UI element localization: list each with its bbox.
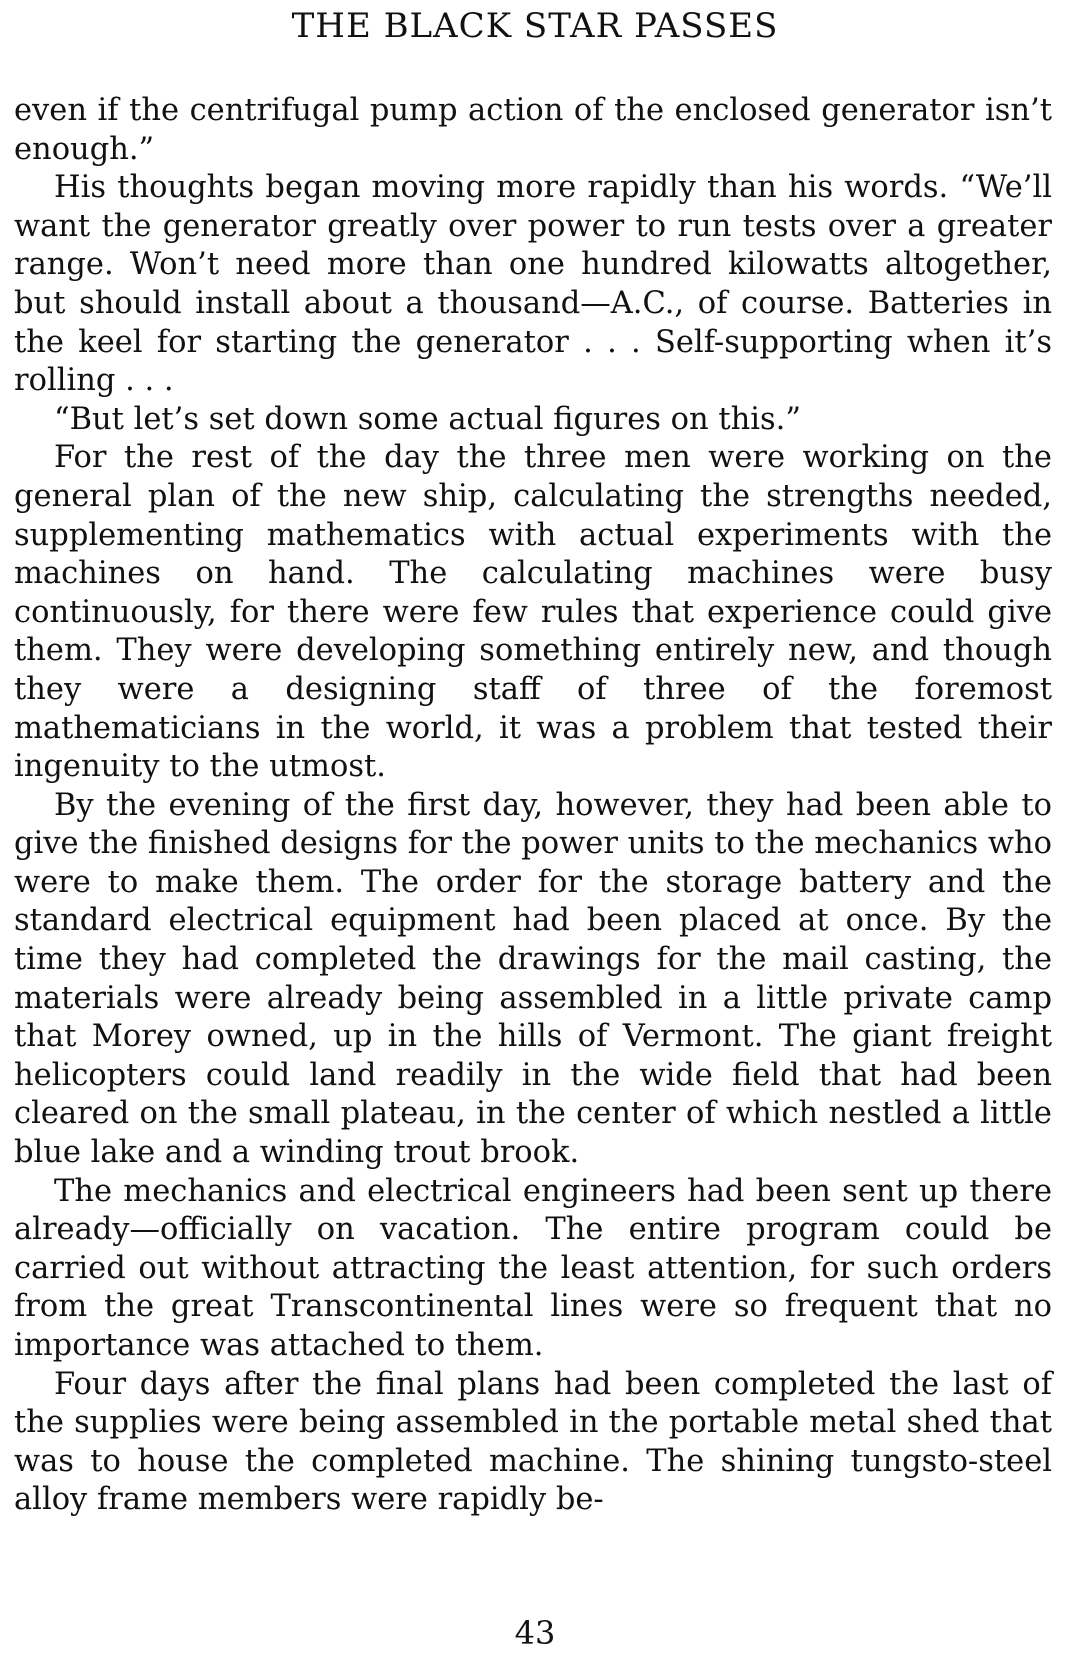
paragraph: Four days after the final plans had been completed the last of the supplies were being assembled in the portable metal shed that was to house the completed machine. The shining tungsto-steel alloy frame members were rapidly be- xyxy=(14,1366,1052,1518)
paragraph: His thoughts began moving more rapidly than his words. “We’ll want the generator greatly over power to run tests over a greater range. Won’t need more than one hundred kilowatts altogether, but should install about a thousand—A.C., of course. Batteries in the keel for starting the generator . . . Self-supporting when it’s rolling . . . xyxy=(14,170,1052,399)
paragraph: “But let’s set down some actual figures on this.” xyxy=(54,401,801,437)
paragraph-continued: even if the centrifugal pump action of the enclosed generator isn’t enough.” xyxy=(14,93,1052,167)
paragraph: By the evening of the first day, however, they had been able to give the finished designs for the power units to the mechanics who were to make them. The order for the storage battery and the standard electrical equipment had been placed at once. By the time they had completed the drawings for the mail casting, the materials were already being assembled in a little private camp that Morey owned, up in the hills of Vermont. The giant freight helicopters could land readily in the wide field that had been cleared on the small plateau, in the center of which nestled a little blue lake and a winding trout brook. xyxy=(14,787,1053,1171)
paragraph: For the rest of the day the three men were working on the general plan of the new ship, calculating the strengths needed, supplementing mathematics with actual experiments with the machines on hand. The calculating machines were busy continuously, for there were few rules that experience could give them. They were developing something entirely new, and though they were a designing staff of three of the foremost mathematicians in the world, it was a problem that tested their ingenuity to the utmost. xyxy=(14,440,1052,785)
page-number: 43 xyxy=(514,1614,556,1652)
body-text xyxy=(14,92,1052,1520)
running-title: THE BLACK STAR PASSES xyxy=(291,6,779,46)
paragraph: The mechanics and electrical engineers had been sent up there already—officially on vacation. The entire program could be carried out without attracting the least attention, for such orders from the great Transcontinental lines were so frequent that no importance was attached to them. xyxy=(14,1173,1052,1363)
